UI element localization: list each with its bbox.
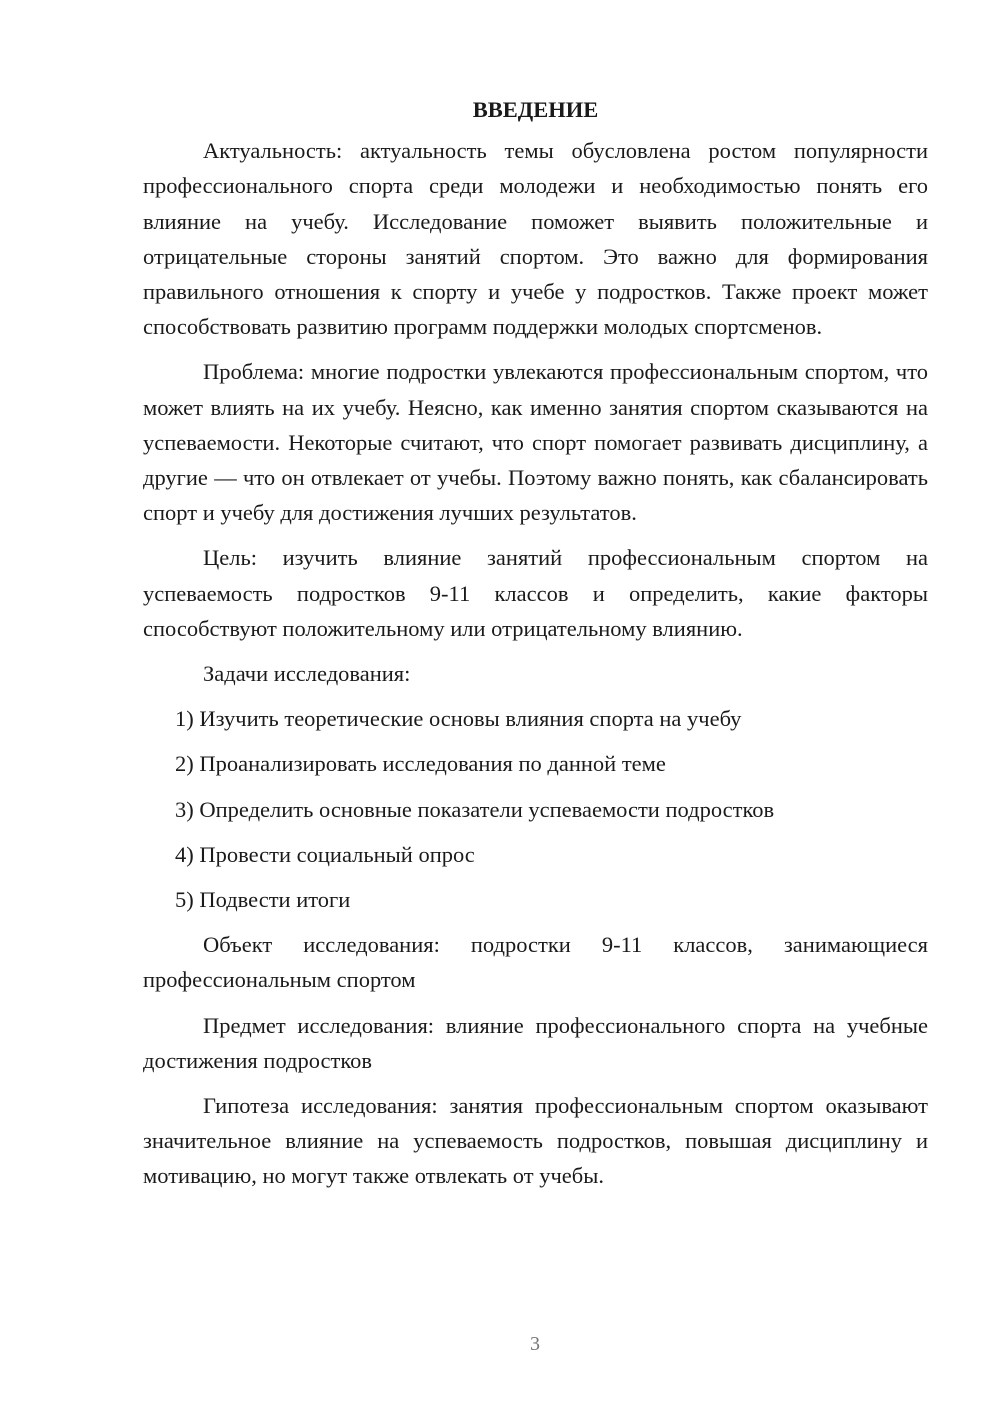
hypothesis-paragraph: Гипотеза исследования: занятия профессиональным спортом оказывают значительное влияние на успеваемость подростков, повышая дисциплину и мотивацию, но могут также отвлекать от учебы.: [143, 1093, 928, 1189]
relevance-paragraph: Актуальность: актуальность темы обусловлена ростом популярности профессионального спорта среди молодежи и необходимостью понять его влияние на учебу. Исследование поможет выявить положительные и отрицательные стороны занятий спортом. Это важно для формирования правильного отношения к спорту и учебе у подростков. Также проект может способствовать развитию программ поддержки молодых спортсменов.: [143, 138, 928, 340]
task-item-2: 2) Проанализировать исследования по данной теме: [175, 751, 666, 777]
task-item-3: 3) Определить основные показатели успеваемости подростков: [175, 796, 775, 822]
task-item-5: 5) Подвести итоги: [175, 887, 351, 913]
subject-paragraph: Предмет исследования: влияние профессионального спорта на учебные достижения подростков: [143, 1012, 928, 1073]
page-content: [143, 92, 928, 1204]
page-heading: ВВЕДЕНИЕ: [472, 97, 599, 122]
task-item-1: 1) Изучить теоретические основы влияния спорта на учебу: [175, 706, 742, 732]
goal-paragraph: Цель: изучить влияние занятий профессиональным спортом на успеваемость подростков 9-11 классов и определить, какие факторы способствуют положительному или отрицательному влиянию.: [143, 545, 928, 641]
page-number: 3: [530, 1333, 540, 1355]
problem-paragraph: Проблема: многие подростки увлекаются профессиональным спортом, что может влиять на их учебу. Неясно, как именно занятия спортом сказываются на успеваемости. Некоторые считают, что спорт помогает развивать дисциплину, а другие — что он отвлекает от учебы. Поэтому важно понять, как сбалансировать спорт и учебу для достижения лучших результатов.: [143, 359, 928, 526]
object-paragraph: Объект исследования: подростки 9-11 классов, занимающиеся профессиональным спортом: [143, 932, 928, 993]
tasks-title: Задачи исследования:: [203, 661, 411, 687]
task-item-4: 4) Провести социальный опрос: [175, 841, 475, 867]
